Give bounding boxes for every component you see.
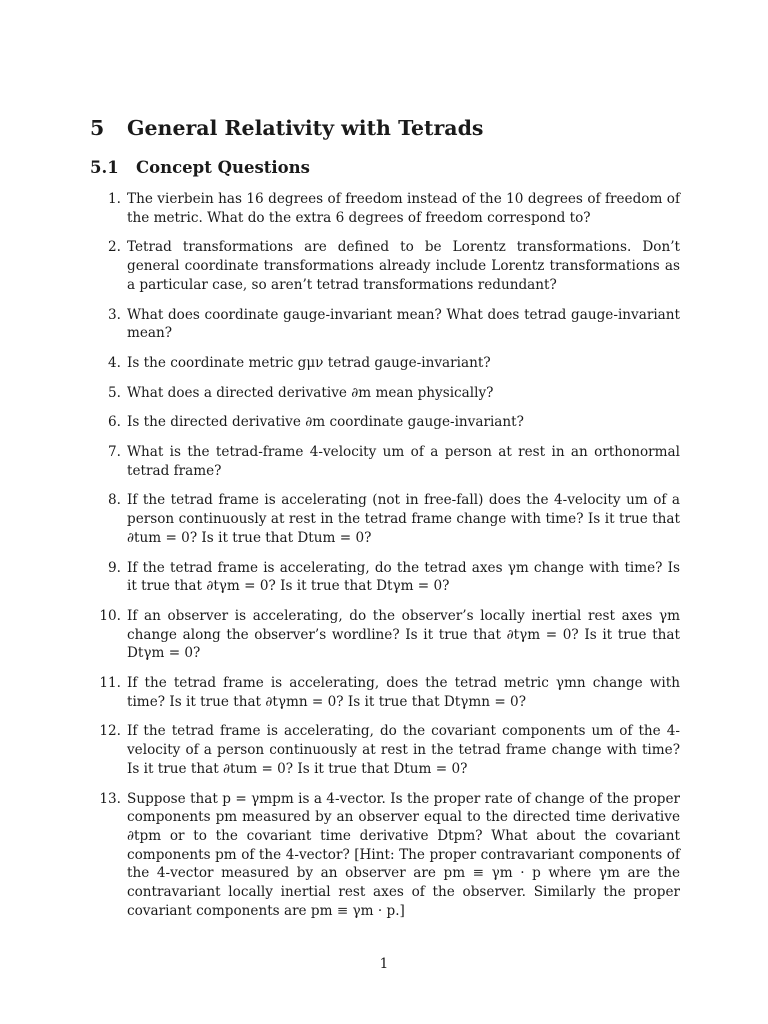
question-number: 10. (99, 607, 121, 624)
question-text: If the tetrad frame is accelerating, do the covariant components um of the 4-velocity of a person continuously at rest in the tetrad frame change with time? Is it true that ∂tum = 0? Is it true that Dtum = 0? (127, 723, 680, 777)
page-number: 1 (379, 956, 389, 972)
question-item (90, 722, 680, 778)
question-text: If the tetrad frame is accelerating (not in free-fall) does the 4-velocity um of a person continuously at rest in the tetrad frame change with time? Is it true that ∂tum = 0? Is it true that Dtum = 0? (127, 492, 680, 546)
subsection-number: 5.1 (90, 158, 119, 177)
section-title: General Relativity with Tetrads (127, 116, 484, 140)
question-number: 8. (108, 492, 121, 509)
question-item (90, 443, 680, 480)
question-text: What is the tetrad-frame 4-velocity um of a person at rest in an orthonormal tetrad frame? (127, 444, 680, 479)
question-text: The vierbein has 16 degrees of freedom instead of the 10 degrees of freedom of the metric. What do the extra 6 degrees of freedom correspond to? (127, 191, 680, 226)
question-text: What does a directed derivative ∂m mean physically? (127, 384, 494, 401)
question-number: 11. (99, 675, 121, 692)
subsection-heading (90, 158, 310, 177)
question-item (90, 491, 680, 547)
question-item (90, 384, 680, 403)
question-number: 4. (108, 354, 121, 371)
question-item (90, 607, 680, 663)
question-item (90, 354, 680, 373)
question-number: 9. (108, 559, 121, 576)
question-number: 5. (108, 384, 121, 401)
question-text: If the tetrad frame is accelerating, does the tetrad metric γmn change with time? Is it true that ∂tγmn = 0? Is it true that Dtγmn = 0? (127, 675, 680, 710)
question-number: 7. (108, 444, 121, 461)
question-item (90, 413, 680, 432)
question-text: Is the coordinate metric gμν tetrad gauge-invariant? (127, 354, 491, 371)
question-text: Suppose that p = γmpm is a 4-vector. Is the proper rate of change of the proper components pm measured by an observer equal to the directed time derivative ∂tpm or to the covariant time derivative Dtpm? What about the covariant components pm of the 4-vector? [Hint: The proper contravariant components of the 4-vector measured by an observer are pm ≡ γm · p where γm are the contravariant locally inertial rest axes of the observer. Similarly the proper covariant components are pm ≡ γm · p.] (127, 790, 680, 919)
question-item (90, 190, 680, 227)
question-number: 12. (99, 723, 121, 740)
question-number: 1. (108, 191, 121, 207)
question-list (90, 190, 680, 932)
question-number: 6. (108, 414, 121, 431)
section-number: 5 (90, 116, 105, 140)
question-text: If an observer is accelerating, do the observer’s locally inertial rest axes γm change along the observer’s wordline? Is it true that ∂tγm = 0? Is it true that Dtγm = 0? (127, 607, 680, 662)
question-item (90, 790, 680, 921)
section-heading (90, 116, 483, 140)
question-text: Is the directed derivative ∂m coordinate gauge-invariant? (127, 414, 524, 431)
question-item (90, 238, 680, 294)
question-number: 2. (108, 239, 121, 256)
question-item (90, 559, 680, 596)
subsection-title: Concept Questions (136, 158, 310, 177)
question-text: Tetrad transformations are defined to be Lorentz transformations. Don’t general coordinate transformations already include Lorentz transformations as a particular case, so aren’t tetrad transformations redundant? (127, 239, 680, 293)
question-text: If the tetrad frame is accelerating, do the tetrad axes γm change with time? Is it true that ∂tγm = 0? Is it true that Dtγm = 0? (127, 559, 680, 595)
question-number: 13. (99, 790, 121, 807)
question-item (90, 674, 680, 711)
question-item (90, 306, 680, 343)
question-number: 3. (108, 306, 121, 323)
question-text: What does coordinate gauge-invariant mean? What does tetrad gauge-invariant mean? (127, 306, 680, 342)
